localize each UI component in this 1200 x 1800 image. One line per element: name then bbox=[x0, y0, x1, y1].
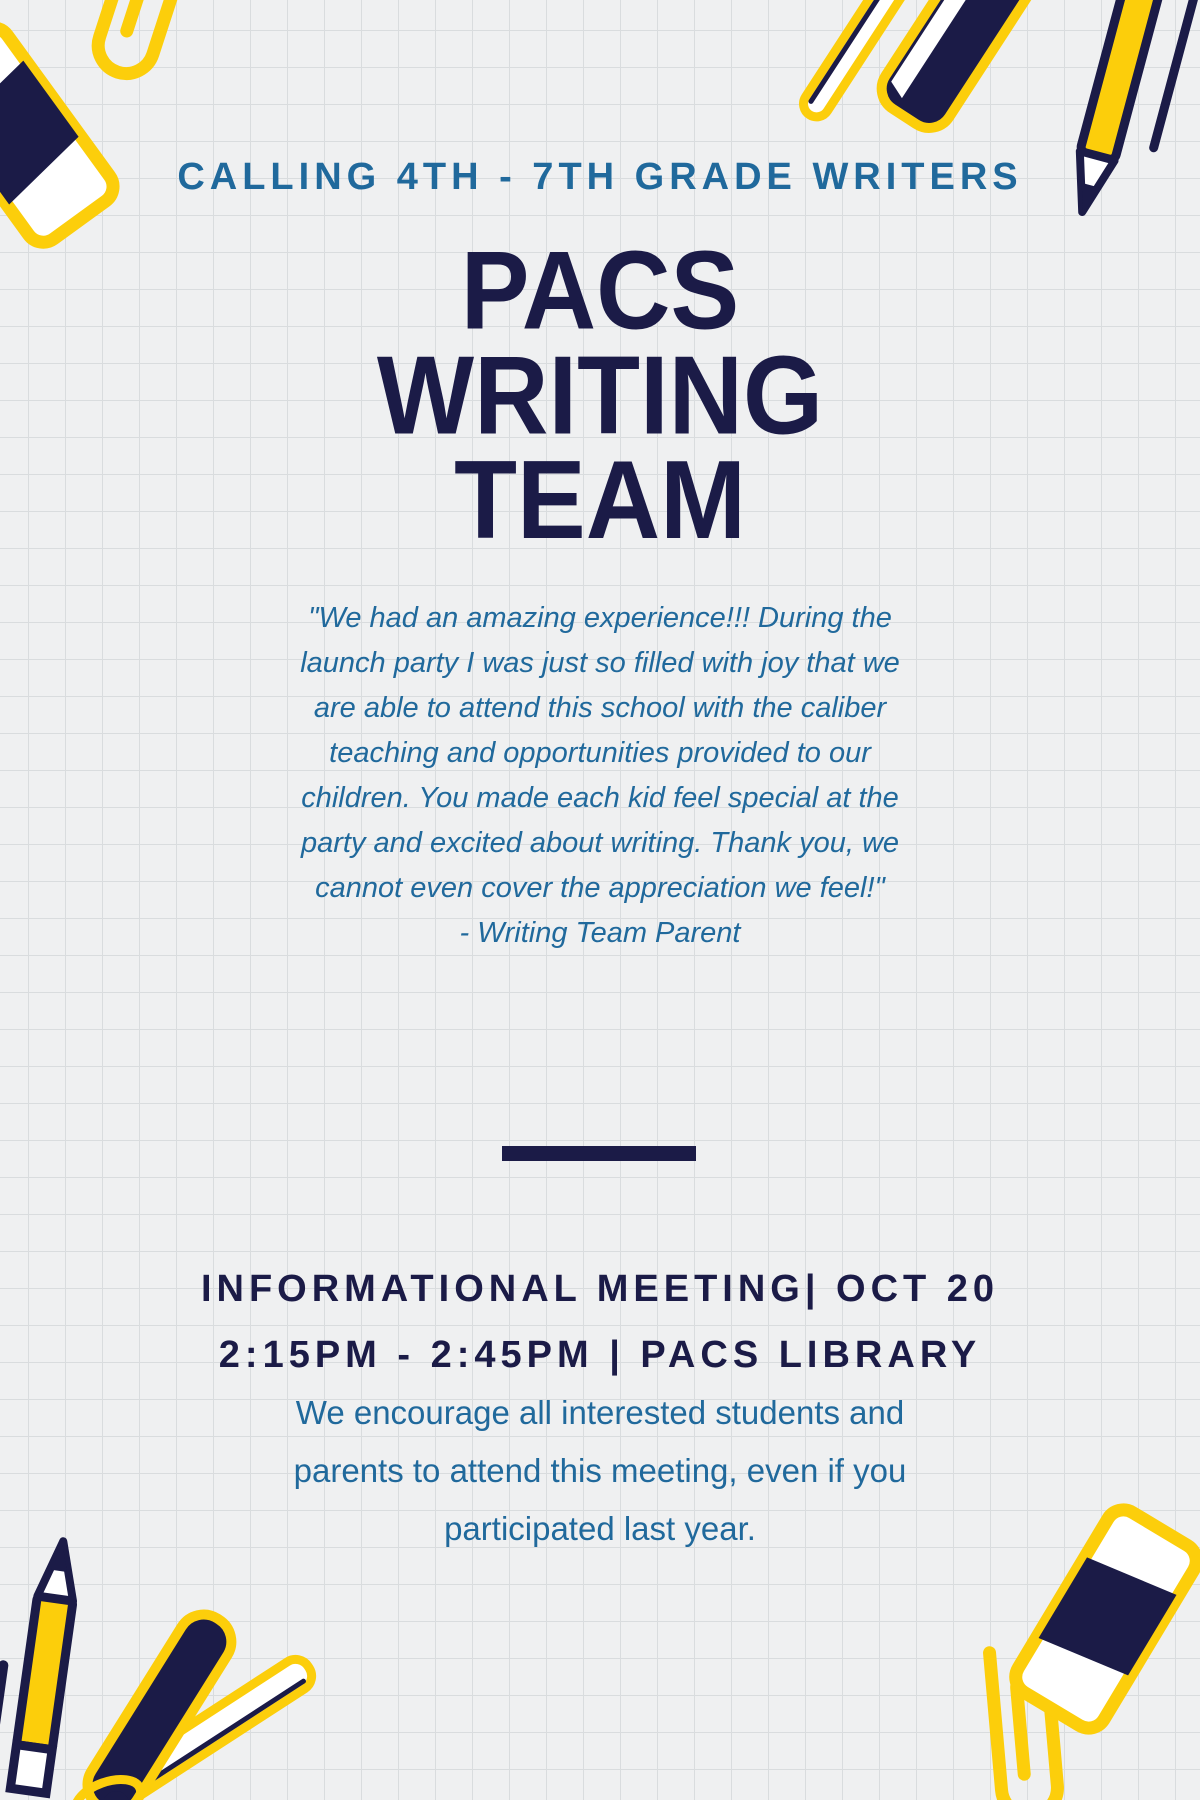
meeting-line-2: 2:15PM - 2:45PM | PACS LIBRARY bbox=[218, 1334, 982, 1376]
title-line-3: TEAM bbox=[454, 437, 746, 562]
quote-attribution: - Writing Team Parent bbox=[459, 917, 741, 949]
parent-quote bbox=[0, 596, 1200, 956]
quote-line: launch party I was just so filled with joy that we bbox=[300, 647, 900, 679]
quote-line: "We had an amazing experience!!! During the bbox=[308, 602, 892, 634]
body-line: We encourage all interested students and bbox=[295, 1394, 905, 1431]
quote-line: party and excited about writing. Thank you, we bbox=[300, 827, 900, 859]
meeting-line-1: INFORMATIONAL MEETING| OCT 20 bbox=[200, 1268, 1000, 1310]
body-line: parents to attend this meeting, even if you bbox=[293, 1452, 907, 1489]
paperclip-top-left-icon bbox=[65, 0, 219, 103]
stapler-bottom-left-icon bbox=[52, 1572, 332, 1800]
quote-line: children. You made each kid feel special at the bbox=[301, 782, 899, 814]
body-line: participated last year. bbox=[444, 1510, 756, 1547]
page-title bbox=[0, 228, 1200, 562]
pencil-edge-top-right-icon bbox=[1148, 0, 1200, 153]
pencil-edge-bottom-left-icon bbox=[0, 1660, 9, 1733]
paperclip-bottom-right-icon bbox=[967, 1638, 1083, 1800]
pen-top-right-icon bbox=[779, 0, 944, 139]
eyebrow-heading: CALLING 4TH - 7TH GRADE WRITERS bbox=[177, 156, 1023, 198]
marker-top-right-icon bbox=[855, 0, 1078, 153]
eraser-top-left-icon bbox=[0, 9, 131, 260]
closing-paragraph bbox=[0, 1384, 1200, 1558]
quote-line: teaching and opportunities provided to our bbox=[329, 737, 871, 769]
pencil-bottom-left-icon bbox=[0, 1530, 102, 1798]
divider-bar bbox=[502, 1146, 696, 1161]
quote-line: cannot even cover the appreciation we feel!" bbox=[315, 872, 885, 904]
title-line-2: WRITING bbox=[376, 333, 824, 458]
meeting-heading bbox=[0, 1256, 1200, 1388]
quote-line: are able to attend this school with the caliber bbox=[313, 692, 887, 724]
title-line-1: PACS bbox=[460, 228, 740, 353]
